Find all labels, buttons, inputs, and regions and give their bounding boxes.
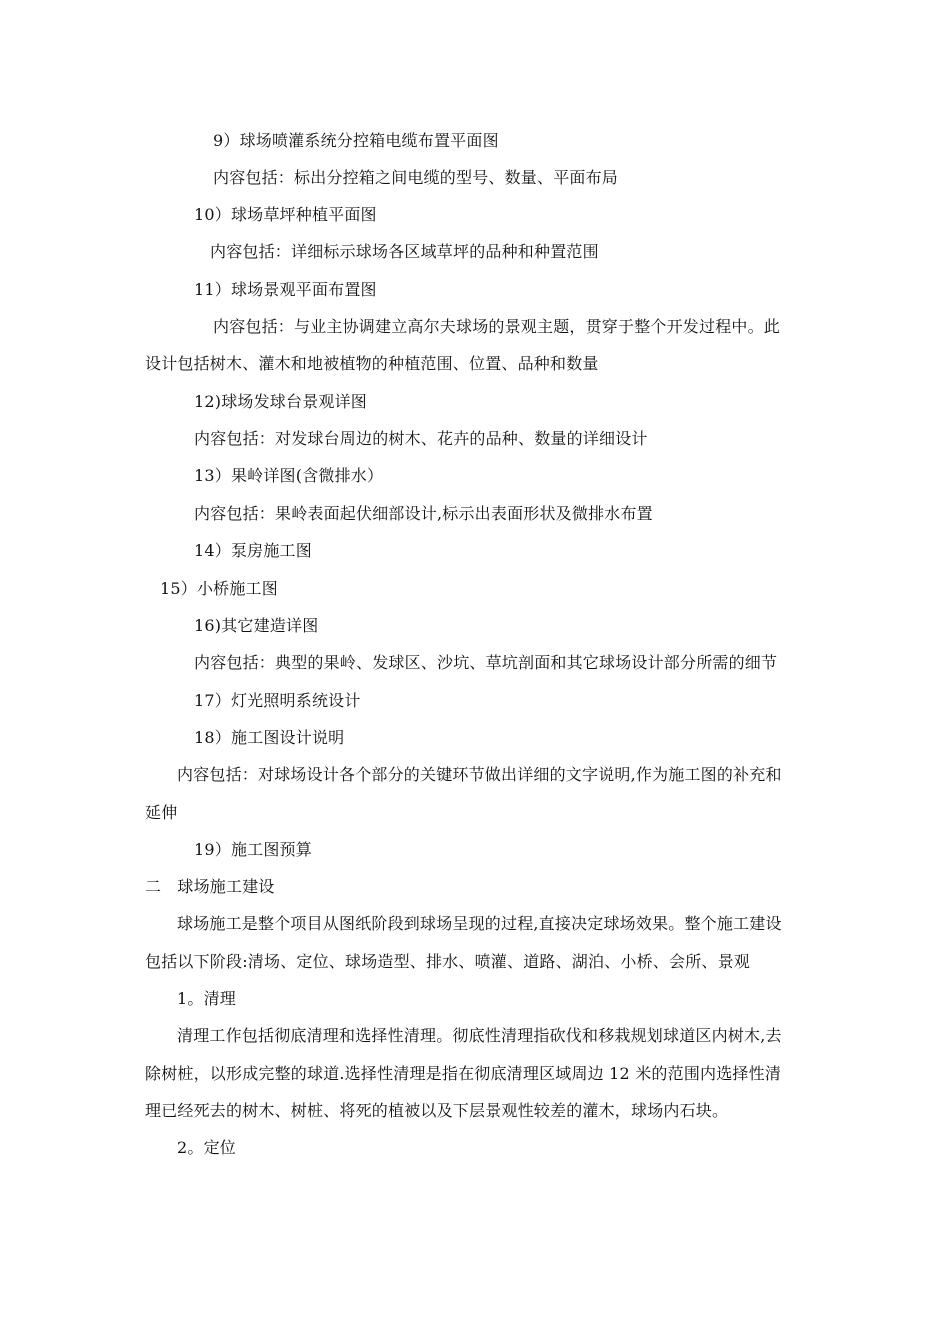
- section-2-paragraph-line-1: 球场施工是整个项目从图纸阶段到球场呈现的过程,直接决定球场效果。整个施工建设: [177, 914, 782, 933]
- item-10-content: 内容包括：详细标示球场各区域草坪的品种和种置范围: [210, 242, 599, 261]
- item-9-content: 内容包括：标出分控箱之间电缆的型号、数量、平面布局: [213, 168, 619, 187]
- item-16-heading: 16)其它建造详图: [194, 616, 319, 635]
- item-18-content-line-1: 内容包括：对球场设计各个部分的关键环节做出详细的文字说明,作为施工图的补充和: [177, 765, 782, 784]
- item-19-heading: 19）施工图预算: [194, 840, 312, 859]
- item-16-content: 内容包括：典型的果岭、发球区、沙坑、草坑剖面和其它球场设计部分所需的细节: [194, 653, 778, 672]
- item-11-content-line-2: 设计包括树木、灌木和地被植物的种植范围、位置、品种和数量: [145, 354, 599, 373]
- item-9-heading: 9）球场喷灌系统分控箱电缆布置平面图: [213, 131, 499, 150]
- section-2-heading: 二 球场施工建设: [145, 877, 275, 896]
- subsection-1-paragraph-line-1: 清理工作包括彻底清理和选择性清理。彻底性清理指砍伐和移栽规划球道区内树木,去: [177, 1026, 782, 1045]
- item-13-heading: 13）果岭详图(含微排水）: [194, 466, 384, 485]
- item-17-heading: 17）灯光照明系统设计: [194, 691, 361, 710]
- section-2-paragraph-line-2: 包括以下阶段:清场、定位、球场造型、排水、喷灌、道路、湖泊、小桥、会所、景观: [145, 952, 750, 971]
- item-18-content-line-2: 延伸: [145, 803, 178, 822]
- subsection-1-paragraph-line-2: 除树桩，以形成完整的球道.选择性清理是指在彻底清理区域周边 12 米的范围内选择性清: [145, 1064, 782, 1083]
- item-11-content-line-1: 内容包括：与业主协调建立高尔夫球场的景观主题，贯穿于整个开发过程中。此: [213, 317, 781, 336]
- item-15-heading: 15）小桥施工图: [160, 579, 278, 598]
- item-12-heading: 12)球场发球台景观详图: [194, 392, 368, 411]
- subsection-2-heading: 2。定位: [177, 1138, 236, 1157]
- subsection-1-heading: 1。清理: [177, 989, 236, 1008]
- item-10-heading: 10）球场草坪种植平面图: [194, 205, 377, 224]
- item-18-heading: 18）施工图设计说明: [194, 728, 345, 747]
- item-12-content: 内容包括：对发球台周边的树木、花卉的品种、数量的详细设计: [194, 429, 648, 448]
- item-14-heading: 14）泵房施工图: [194, 541, 312, 560]
- item-13-content: 内容包括：果岭表面起伏细部设计,标示出表面形状及微排水布置: [194, 504, 653, 523]
- item-11-heading: 11）球场景观平面布置图: [194, 280, 377, 299]
- subsection-1-paragraph-line-3: 理已经死去的树木、树桩、将死的植被以及下层景观性较差的灌木，球场内石块。: [145, 1101, 729, 1120]
